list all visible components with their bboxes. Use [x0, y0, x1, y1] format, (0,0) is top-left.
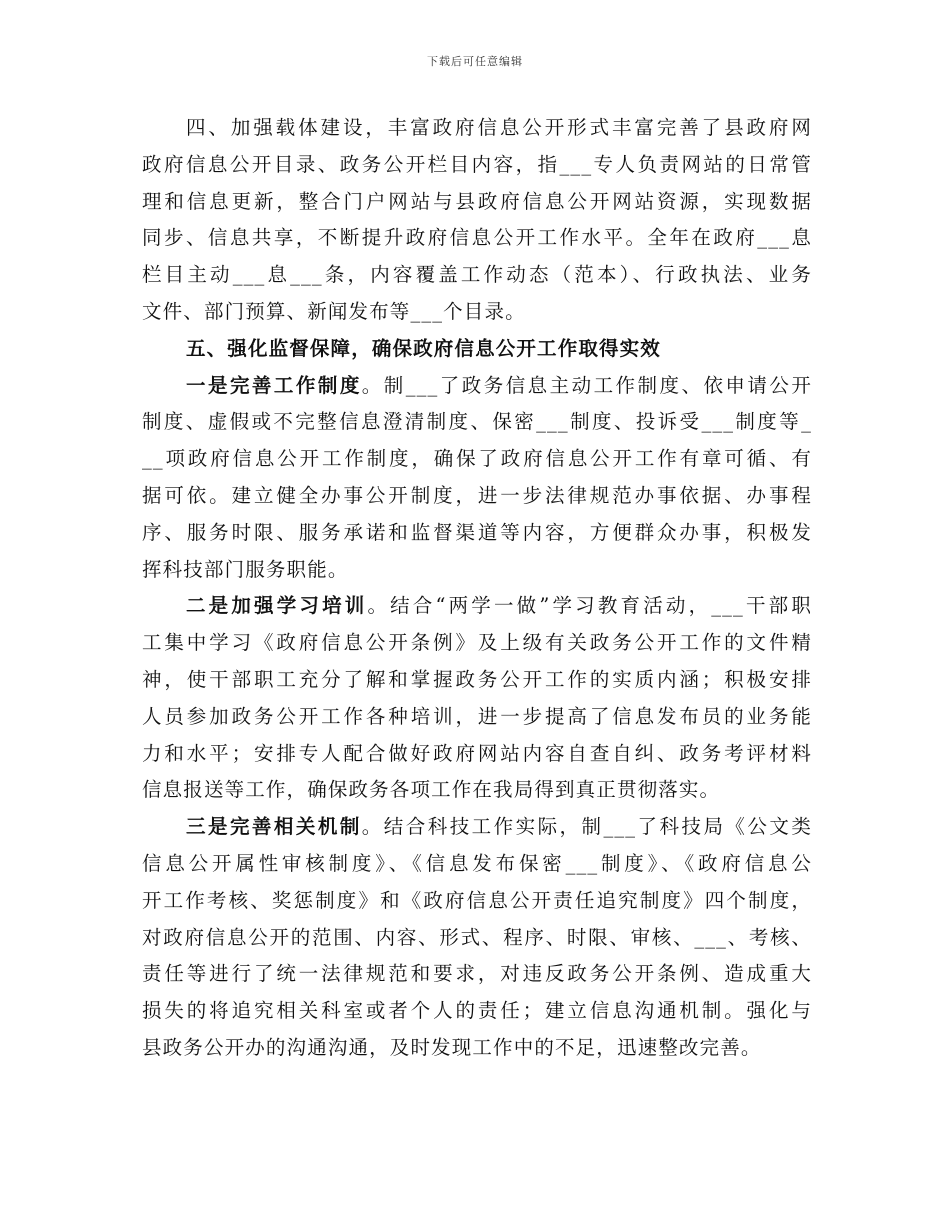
- paragraph-lead-rest: 。制___了政务信息主动工作制度、依申请公开: [361, 373, 812, 397]
- paragraph-lead: 二是加强学习培训: [186, 594, 368, 618]
- paragraph-study-training: [142, 588, 812, 809]
- text-line: __项政府信息公开工作制度，确保了政府信息公开工作有章可循、有: [142, 447, 812, 471]
- text-line: 文件、部门预算、新闻发布等___个目录。: [142, 299, 526, 323]
- text-line: 工集中学习《政府信息公开条例》及上级有关政务公开工作的文件精: [142, 631, 812, 655]
- text-line: [142, 809, 812, 846]
- text-line: 损失的将追究相关科室或者个人的责任；建立信息沟通机制。强化与: [142, 999, 812, 1023]
- paragraph-work-system: [142, 368, 812, 589]
- text-line: 县政务公开办的沟通沟通，及时发现工作中的不足，迅速整改完善。: [142, 1035, 762, 1059]
- text-line: [142, 368, 812, 405]
- text-line: 四、加强载体建设，丰富政府信息公开形式丰富完善了县政府网: [186, 116, 812, 139]
- document-body: [142, 110, 812, 1067]
- paragraph-lead-rest: 。结合“两学一做”学习教育活动，___干部职: [367, 594, 812, 618]
- paragraph-lead-rest: 。结合科技工作实际，制___了科技局《公文类: [361, 815, 812, 839]
- text-line: 责任等进行了统一法律规范和要求，对违反政务公开条例、造成重大: [142, 962, 812, 986]
- text-line: 同步、信息共享，不断提升政府信息公开工作水平。全年在政府___息: [142, 226, 812, 250]
- text-line: [142, 588, 812, 625]
- page-header: 下载后可任意编辑: [427, 55, 523, 68]
- text-line: 开工作考核、奖惩制度》和《政府信息公开责任追究制度》四个制度，: [142, 888, 812, 912]
- paragraph-lead: 一是完善工作制度: [186, 373, 362, 397]
- section-heading-five: 五、强化监督保障，确保政府信息公开工作取得实效: [186, 336, 661, 360]
- text-line: 理和信息更新，整合门户网站与县政府信息公开网站资源，实现数据: [142, 189, 812, 213]
- text-line: 政府信息公开目录、政务公开栏目内容，指___专人负责网站的日常管: [142, 152, 812, 176]
- paragraph-section-four: [142, 110, 812, 331]
- text-line: 神，使干部职工充分了解和掌握政务公开工作的实质内涵；积极安排: [142, 667, 812, 691]
- text-line: 信息公开属性审核制度》、《信息发布保密___制度》、《政府信息公: [142, 851, 812, 875]
- text-line: 挥科技部门服务职能。: [142, 557, 349, 581]
- text-line: 序、服务时限、服务承诺和监督渠道等内容，方便群众办事，积极发: [142, 520, 812, 544]
- text-line: 对政府信息公开的范围、内容、形式、程序、时限、审核、___、考核、: [142, 925, 812, 949]
- text-line: 信息报送等工作，确保政务各项工作在我局得到真正贯彻落实。: [142, 778, 721, 802]
- text-line: 栏目主动___息___条，内容覆盖工作动态（范本）、行政执法、业务: [142, 263, 812, 287]
- text-line: 制度、虚假或不完整信息澄清制度、保密___制度、投诉受___制度等_: [142, 410, 812, 434]
- text-line: 据可依。建立健全办事公开制度，进一步法律规范办事依据、办事程: [142, 483, 812, 507]
- text-line: 力和水平；安排专人配合做好政府网站内容自查自纠、政务考评材料: [142, 741, 812, 765]
- paragraph-related-mechanism: [142, 809, 812, 1067]
- text-line: 人员参加政务公开工作各种培训，进一步提高了信息发布员的业务能: [142, 704, 812, 728]
- paragraph-lead: 三是完善相关机制: [186, 815, 362, 839]
